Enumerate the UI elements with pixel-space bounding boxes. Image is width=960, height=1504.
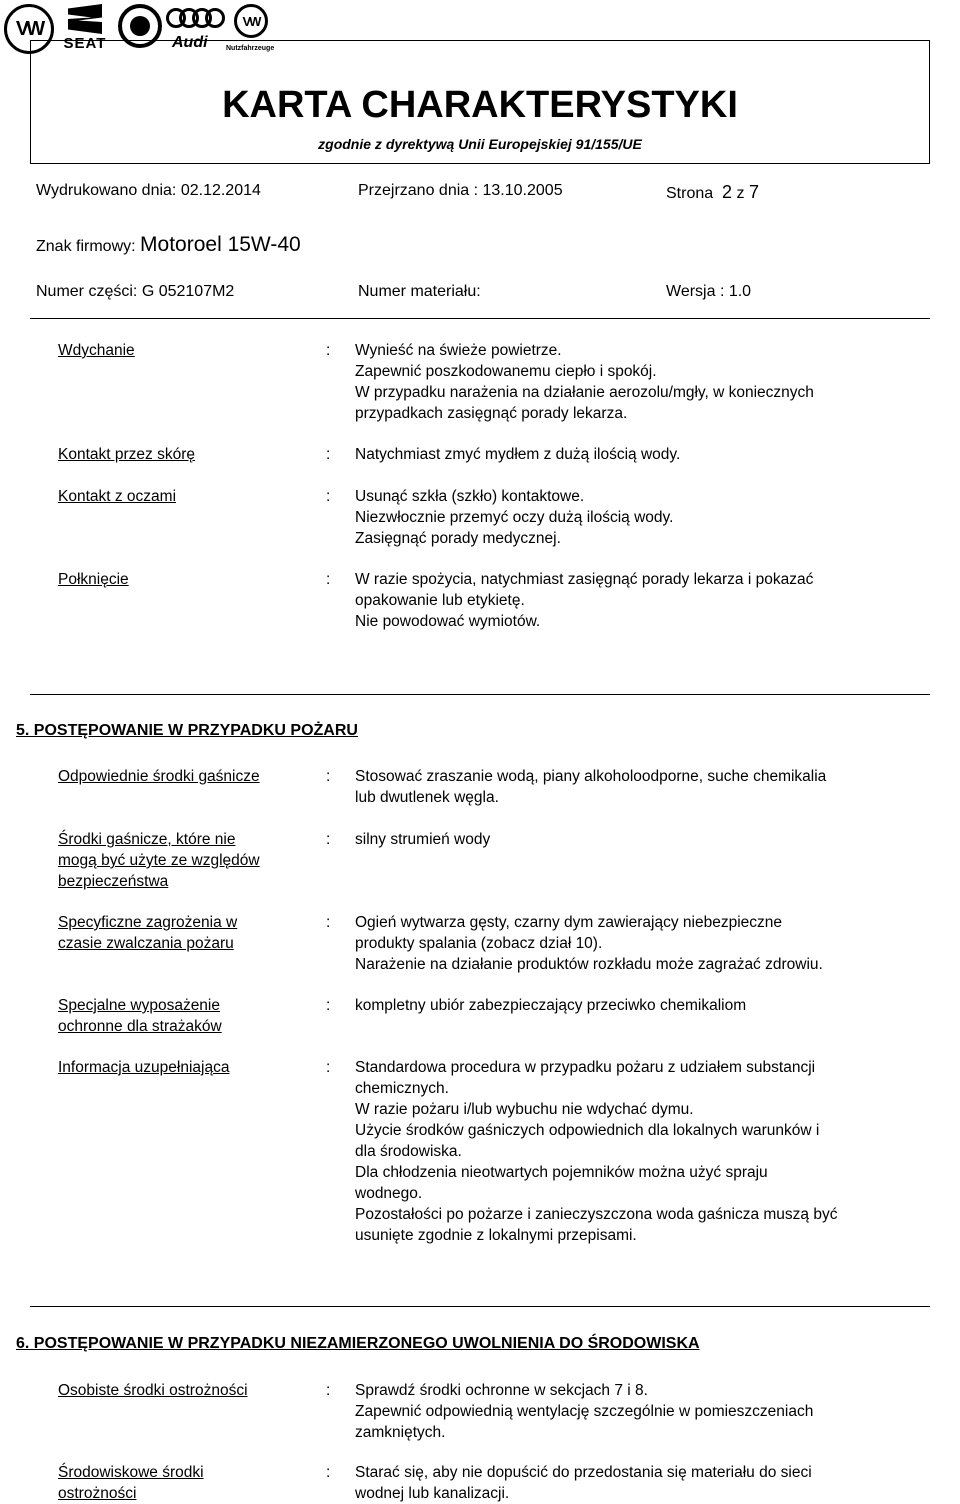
field-label: Wdychanie [58, 342, 135, 359]
field-label: Specjalne wyposażenie ochronne dla strażaków [58, 997, 222, 1035]
field-label: Osobiste środki ostrożności [58, 1382, 248, 1399]
field-separator: : [326, 1059, 331, 1076]
field-value: Natychmiast zmyć mydłem z dużą ilością wody. [355, 446, 681, 463]
field-label: Środki gaśnicze, które nie mogą być użyte ze względów bezpieczeństwa [58, 831, 260, 890]
field-label: Odpowiednie środki gaśnicze [58, 768, 260, 785]
field-separator: : [326, 1382, 331, 1399]
field-separator: : [326, 342, 331, 359]
page-number: Strona 2 z 7 [666, 182, 759, 202]
field-separator: : [326, 488, 331, 505]
part-number: Numer części: G 052107M2 [36, 283, 235, 300]
field-value: W razie spożycia, natychmiast zasięgnąć porady lekarza i pokazać opakowanie lub etykietę. Nie powodować wymiotów. [355, 571, 814, 630]
printed-date: Wydrukowano dnia: 02.12.2014 [36, 182, 261, 199]
version: Wersja : 1.0 [666, 283, 752, 300]
field-label: Kontakt z oczami [58, 488, 177, 505]
document-subtitle: zgodnie z dyrektywą Unii Europejskiej 91/155/UE [318, 136, 642, 152]
field-value: silny strumień wody [355, 831, 491, 848]
material-number: Numer materiału: [358, 283, 481, 300]
field-label: Informacja uzupełniająca [58, 1059, 230, 1076]
field-separator: : [326, 997, 331, 1014]
field-value: Wynieść na świeże powietrze. Zapewnić poszkodowanemu ciepło i spokój. W przypadku narażenia na działanie aerozolu/mgły, w koniecznych przypadkach zasięgnąć porady lekarza. [355, 342, 814, 422]
section-6-title: 6. POSTĘPOWANIE W PRZYPADKU NIEZAMIERZONEGO UWOLNIENIA DO ŚRODOWISKA [16, 1335, 700, 1352]
field-value: Ogień wytwarza gęsty, czarny dym zawierający niebezpieczne produkty spalania (zobacz dział 10). Narażenie na działanie produktów rozkładu może zagrażać zdrowiu. [355, 914, 823, 973]
field-label: Specyficzne zagrożenia w czasie zwalczania pożaru [58, 914, 238, 952]
field-separator: : [326, 831, 331, 848]
field-value: Sprawdź środki ochronne w sekcjach 7 i 8. Zapewnić odpowiednią wentylację szczególnie w pomieszczeniach zamkniętych. [355, 1382, 814, 1441]
vw-commercial-logo-icon: VW Nutzfahrzeuge [230, 4, 274, 54]
field-separator: : [326, 1464, 331, 1481]
field-value: kompletny ubiór zabezpieczający przeciwko chemikaliom [355, 997, 747, 1014]
document-title: KARTA CHARAKTERYSTYKI [222, 84, 738, 126]
field-value: Starać się, aby nie dopuścić do przedostania się materiału do sieci wodnej lub kanalizacji. [355, 1464, 812, 1502]
header-divider [30, 318, 930, 319]
brand-name: Znak firmowy: Motoroel 15W-40 [36, 233, 301, 256]
field-separator: : [326, 571, 331, 588]
field-separator: : [326, 914, 331, 931]
field-value: Stosować zraszanie wodą, piany alkoholoodporne, suche chemikalia lub dwutlenek węgla. [355, 768, 827, 806]
audi-logo-icon: Audi [166, 6, 226, 52]
field-value: Standardowa procedura w przypadku pożaru z udziałem substancji chemicznych. W razie pożaru i/lub wybuchu nie wdychać dymu. Użycie środków gaśniczych odpowiednich dla lokalnych warunków i dla środowiska. Dla chłodzenia nieotwartych pojemników można użyć spraju wodnego. Pozostałości po pożarze i zanieczyszczona woda gaśnicza muszą być usunięte zgodnie z lokalnymi przepisami. [355, 1059, 838, 1244]
section-divider [30, 694, 930, 695]
field-separator: : [326, 446, 331, 463]
section-divider [30, 1306, 930, 1307]
seat-logo-icon: SEAT [56, 4, 114, 52]
field-label: Środowiskowe środki ostrożności [58, 1464, 204, 1502]
reviewed-date: Przejrzano dnia : 13.10.2005 [358, 182, 563, 199]
section-5-title: 5. POSTĘPOWANIE W PRZYPADKU POŻARU [16, 722, 358, 739]
field-separator: : [326, 768, 331, 785]
field-label: Kontakt przez skórę [58, 446, 195, 463]
field-label: Połknięcie [58, 571, 129, 588]
field-value: Usunąć szkła (szkło) kontaktowe. Niezwłocznie przemyć oczy dużą ilością wody. Zasięgnąć porady medycznej. [355, 488, 674, 547]
